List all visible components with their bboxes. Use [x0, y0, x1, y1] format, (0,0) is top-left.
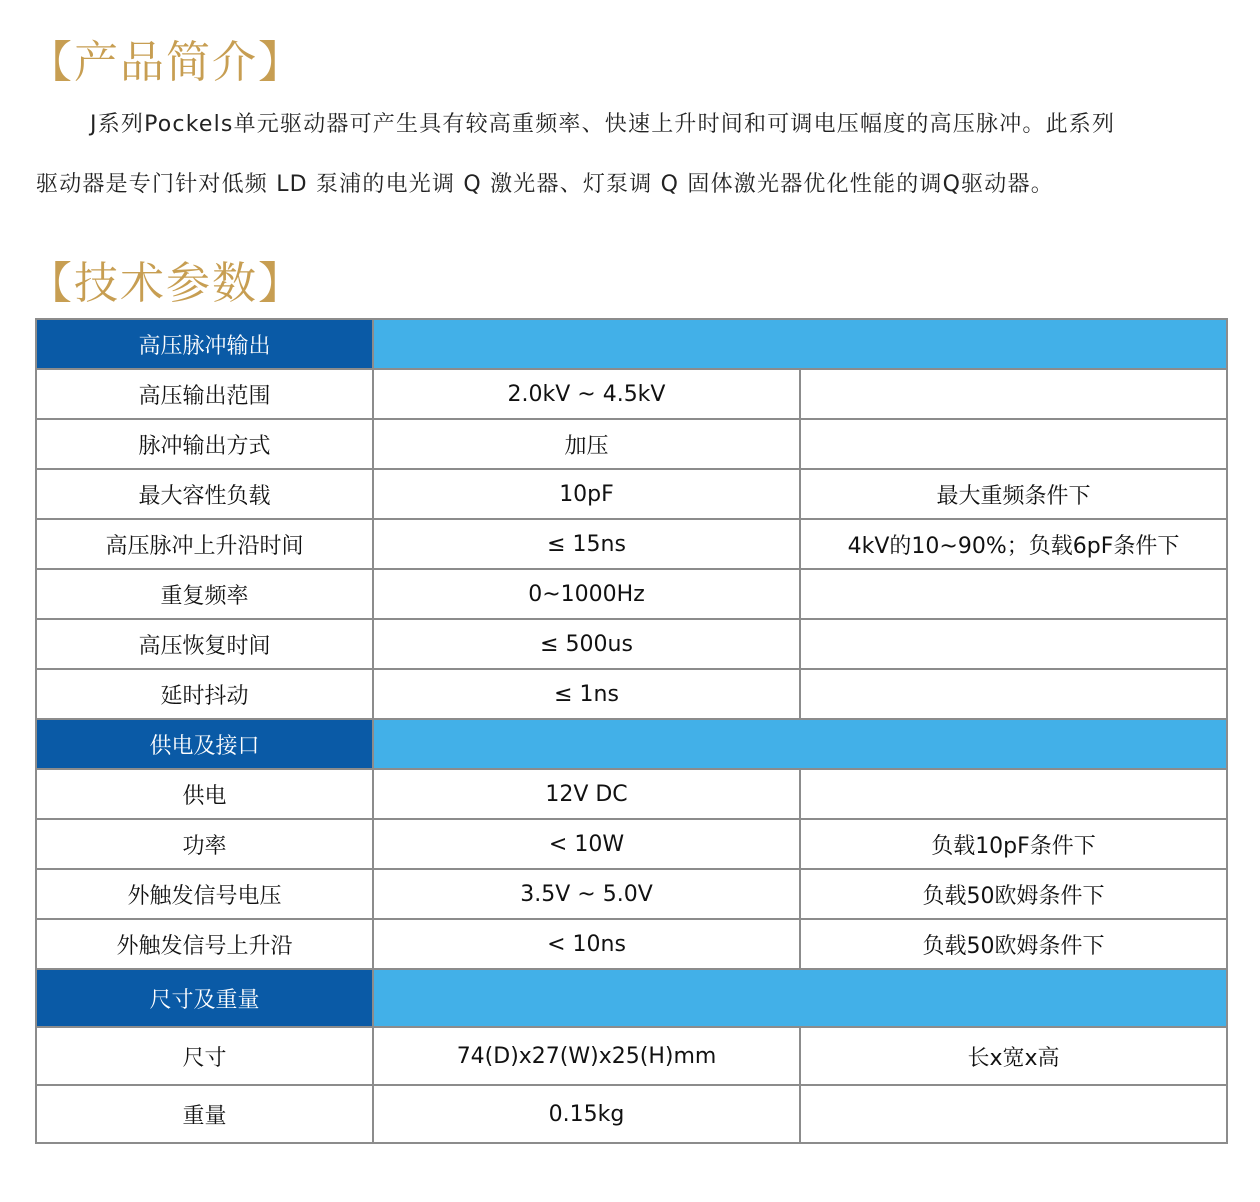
intro-heading: 【产品简介】: [28, 37, 304, 88]
value-cell: < 10W: [373, 819, 800, 869]
param-cell: 重复频率: [36, 569, 373, 619]
intro-paragraph-line-1: J系列Pockels单元驱动器可产生具有较高重频率、快速上升时间和可调电压幅度的高压脉冲。此系列: [90, 112, 1116, 137]
value-cell: ≤ 15ns: [373, 519, 800, 569]
value-cell: 0.15kg: [373, 1085, 800, 1143]
note-cell: [800, 769, 1227, 819]
note-cell: [800, 1085, 1227, 1143]
note-cell: 长x宽x高: [800, 1027, 1227, 1085]
table-row: [36, 669, 1227, 719]
note-cell: [800, 669, 1227, 719]
param-cell: 外触发信号上升沿: [36, 919, 373, 969]
param-cell: 功率: [36, 819, 373, 869]
intro-paragraph-line-2: 驱动器是专门针对低频 LD 泵浦的电光调 Q 激光器、灯泵调 Q 固体激光器优化性能的调Q驱动器。: [36, 172, 1054, 197]
table-row: [36, 869, 1227, 919]
note-cell: 最大重频条件下: [800, 469, 1227, 519]
table-row: [36, 1027, 1227, 1085]
param-cell: 高压脉冲上升沿时间: [36, 519, 373, 569]
group-header-fill: [373, 319, 1227, 369]
param-cell: 尺寸: [36, 1027, 373, 1085]
note-cell: [800, 619, 1227, 669]
param-cell: 重量: [36, 1085, 373, 1143]
note-cell: 负载50欧姆条件下: [800, 919, 1227, 969]
table-row: [36, 369, 1227, 419]
value-cell: 10pF: [373, 469, 800, 519]
value-cell: 12V DC: [373, 769, 800, 819]
param-cell: 最大容性负载: [36, 469, 373, 519]
param-cell: 高压恢复时间: [36, 619, 373, 669]
table-row: [36, 419, 1227, 469]
table-row: [36, 519, 1227, 569]
table-row: [36, 619, 1227, 669]
group-title: 尺寸及重量: [36, 969, 373, 1027]
param-cell: 延时抖动: [36, 669, 373, 719]
note-cell: 4kV的10~90%；负载6pF条件下: [800, 519, 1227, 569]
table-row: [36, 919, 1227, 969]
value-cell: ≤ 500us: [373, 619, 800, 669]
group-header-fill: [373, 969, 1227, 1027]
group-header-power-interface: [36, 719, 1227, 769]
value-cell: ≤ 1ns: [373, 669, 800, 719]
param-cell: 供电: [36, 769, 373, 819]
value-cell: < 10ns: [373, 919, 800, 969]
value-cell: 74(D)x27(W)x25(H)mm: [373, 1027, 800, 1085]
group-title: 供电及接口: [36, 719, 373, 769]
note-cell: 负载10pF条件下: [800, 819, 1227, 869]
value-cell: 3.5V ~ 5.0V: [373, 869, 800, 919]
note-cell: 负载50欧姆条件下: [800, 869, 1227, 919]
group-header-hv-output: [36, 319, 1227, 369]
table-row: [36, 469, 1227, 519]
value-cell: 2.0kV ~ 4.5kV: [373, 369, 800, 419]
table-row: [36, 569, 1227, 619]
note-cell: [800, 569, 1227, 619]
group-header-fill: [373, 719, 1227, 769]
param-cell: 外触发信号电压: [36, 869, 373, 919]
param-cell: 高压输出范围: [36, 369, 373, 419]
table-row: [36, 819, 1227, 869]
spec-table: [35, 318, 1228, 1144]
group-header-size-weight: [36, 969, 1227, 1027]
note-cell: [800, 369, 1227, 419]
note-cell: [800, 419, 1227, 469]
value-cell: 0~1000Hz: [373, 569, 800, 619]
table-row: [36, 769, 1227, 819]
specs-heading: 【技术参数】: [28, 258, 304, 309]
param-cell: 脉冲输出方式: [36, 419, 373, 469]
value-cell: 加压: [373, 419, 800, 469]
group-title: 高压脉冲输出: [36, 319, 373, 369]
table-row: [36, 1085, 1227, 1143]
